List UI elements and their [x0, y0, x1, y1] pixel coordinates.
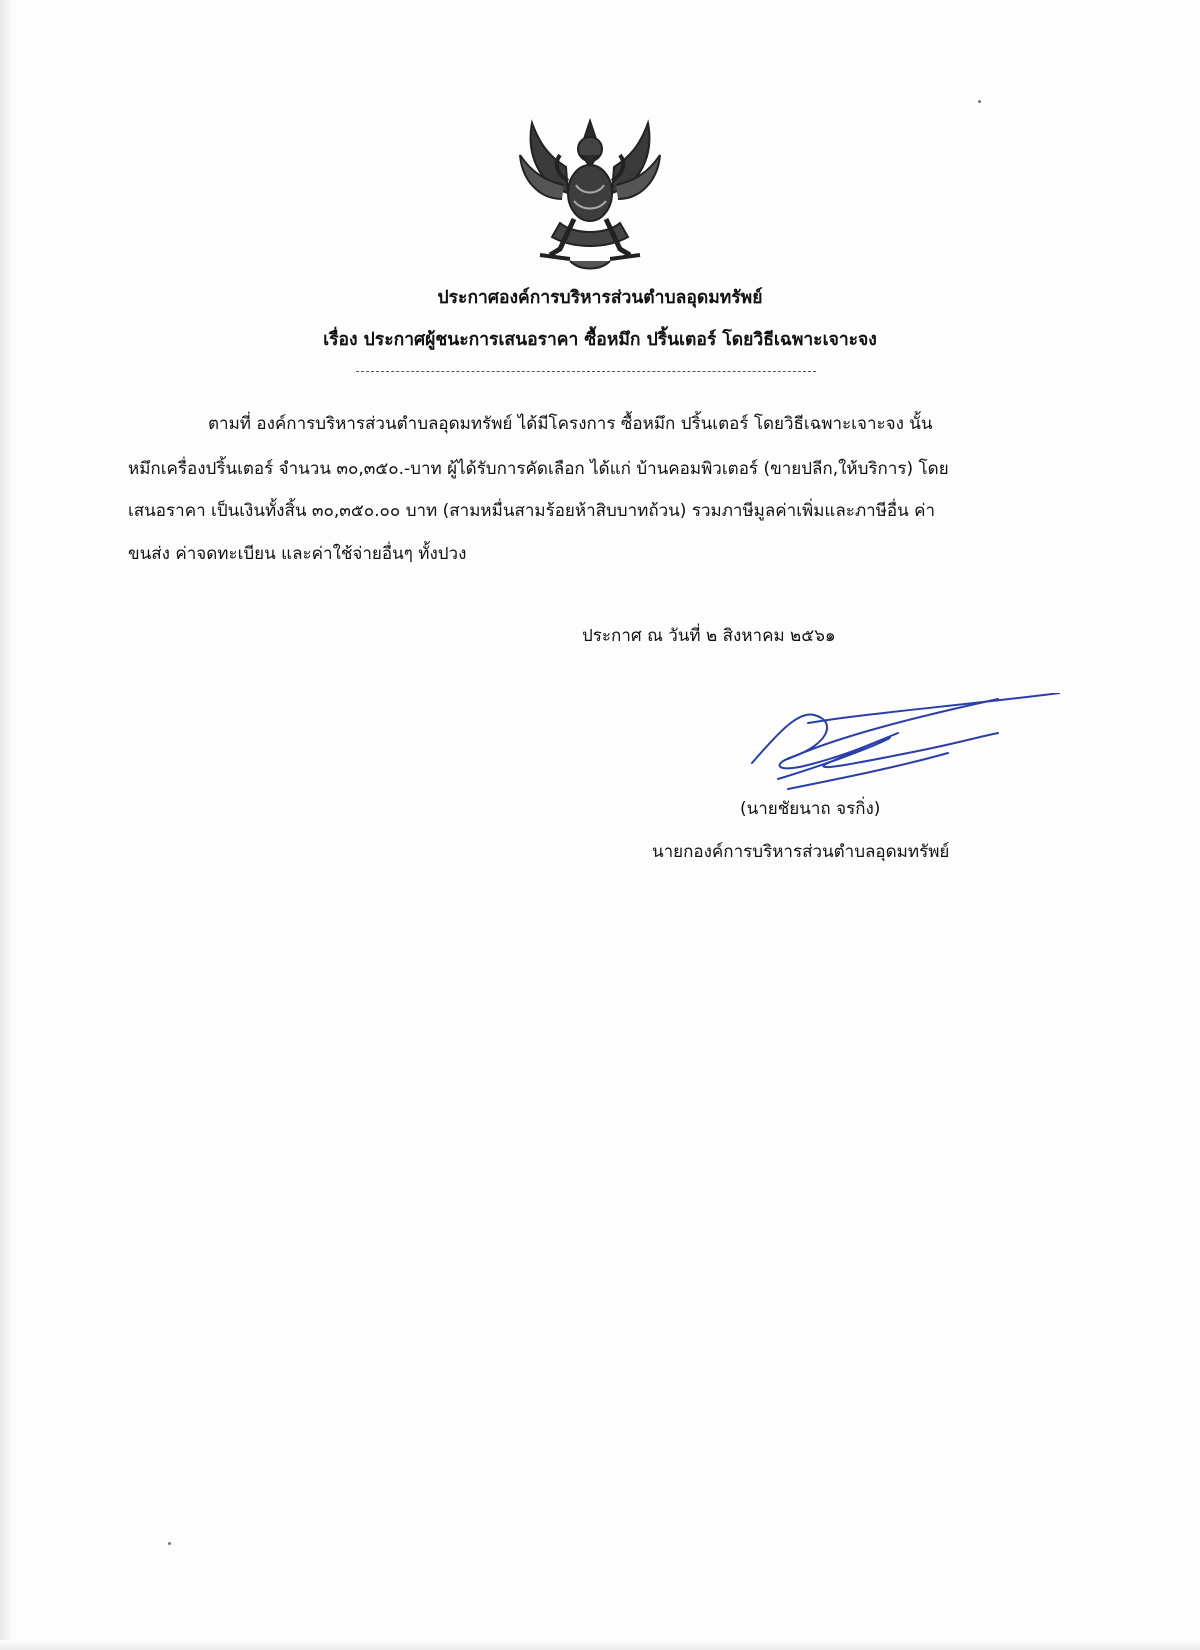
body-line: หมึกเครื่องปริ้นเตอร์ จำนวน ๓๐,๓๕๐.-บาท ผู้ได้รับการคัดเลือก ได้แก่ บ้านคอมพิวเตอร์ (ขายปลีก,ให้บริการ) โดย [128, 459, 949, 479]
scan-edge [0, 1640, 1200, 1650]
document-title: ประกาศองค์การบริหารส่วนตำบลอุดมทรัพย์ [437, 288, 763, 308]
announcement-date: ประกาศ ณ วันที่ ๒ สิงหาคม ๒๕๖๑ [582, 626, 836, 646]
document-subject: เรื่อง ประกาศผู้ชนะการเสนอราคา ซื้อหมึก ปริ้นเตอร์ โดยวิธีเฉพาะเจาะจง [323, 330, 877, 350]
signer-name: (นายชัยนาถ จรกิ่ง) [740, 799, 881, 819]
body-line: ตามที่ องค์การบริหารส่วนตำบลอุดมทรัพย์ ได้มีโครงการ ซื้อหมึก ปริ้นเตอร์ โดยวิธีเฉพาะเจาะจง นั้น [208, 414, 933, 434]
signer-title: นายกองค์การบริหารส่วนตำบลอุดมทรัพย์ [652, 842, 950, 862]
garuda-emblem-icon [510, 115, 670, 275]
body-line: ขนส่ง ค่าจดทะเบียน และค่าใช้จ่ายอื่นๆ ทั้งปวง [128, 544, 467, 564]
divider [356, 371, 816, 372]
body-line: เสนอราคา เป็นเงินทั้งสิ้น ๓๐,๓๕๐.๐๐ บาท (สามหมื่นสามร้อยห้าสิบบาทถ้วน) รวมภาษีมูลค่าเพิ่มและภาษีอื่น ค่า [128, 501, 936, 521]
scan-speck [978, 100, 981, 103]
scan-edge [0, 0, 14, 1650]
handwritten-signature-icon [748, 693, 1060, 803]
scan-speck [168, 1542, 171, 1545]
